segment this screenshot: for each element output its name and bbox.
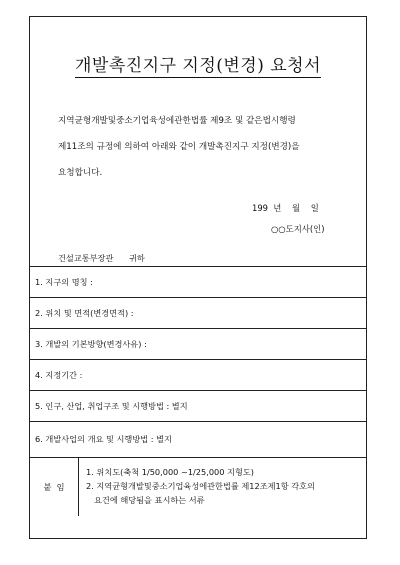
item-development-direction: 3. 개발의 기본방향(변경사유) : [30,329,366,360]
request-statement [58,108,352,186]
request-form [29,16,367,539]
statement-line: 제11조의 규정에 의하여 아래와 같이 개발촉진지구 지정(변경)을 [58,142,300,152]
attachment-item: 2. 지역균형개발및중소기업육성에관한법률 제12조제1항 각호의 [86,481,315,491]
attachment-item: 1. 위치도(축척 1/50,000 ~1/25,000 지형도) [86,467,254,477]
statement-line: 지역균형개발및중소기업육성에관한법률 제9조 및 같은법시행령 [58,116,296,126]
attachments-label: 붙 임 [30,458,79,516]
attachment-item-continuation: 요건에 해당됨을 표시하는 서류 [94,495,205,505]
date-line: 199 년 월 일 [252,203,319,213]
document-title: 개발촉진지구 지정(변경) 요청서 [74,56,322,76]
form-header-section [30,17,366,267]
item-district-name: 1. 지구의 명칭 : [30,267,366,298]
signer-line: ○○도지사(인) [271,224,325,234]
addressee-line: 건설교통부장관 귀하 [58,253,145,263]
item-designation-period: 4. 지정기간 : [30,360,366,391]
item-project-overview: 6. 개발사업의 개요 및 시행방법 : 별지 [30,422,366,458]
item-location-area: 2. 위치 및 면적(변경면적) : [30,298,366,329]
statement-line: 요청합니다. [58,168,103,178]
attachments-section [30,458,366,516]
item-population-industry: 5. 인구, 산업, 취업구조 및 시행방법 : 별지 [30,391,366,422]
attachments-list [79,458,366,516]
